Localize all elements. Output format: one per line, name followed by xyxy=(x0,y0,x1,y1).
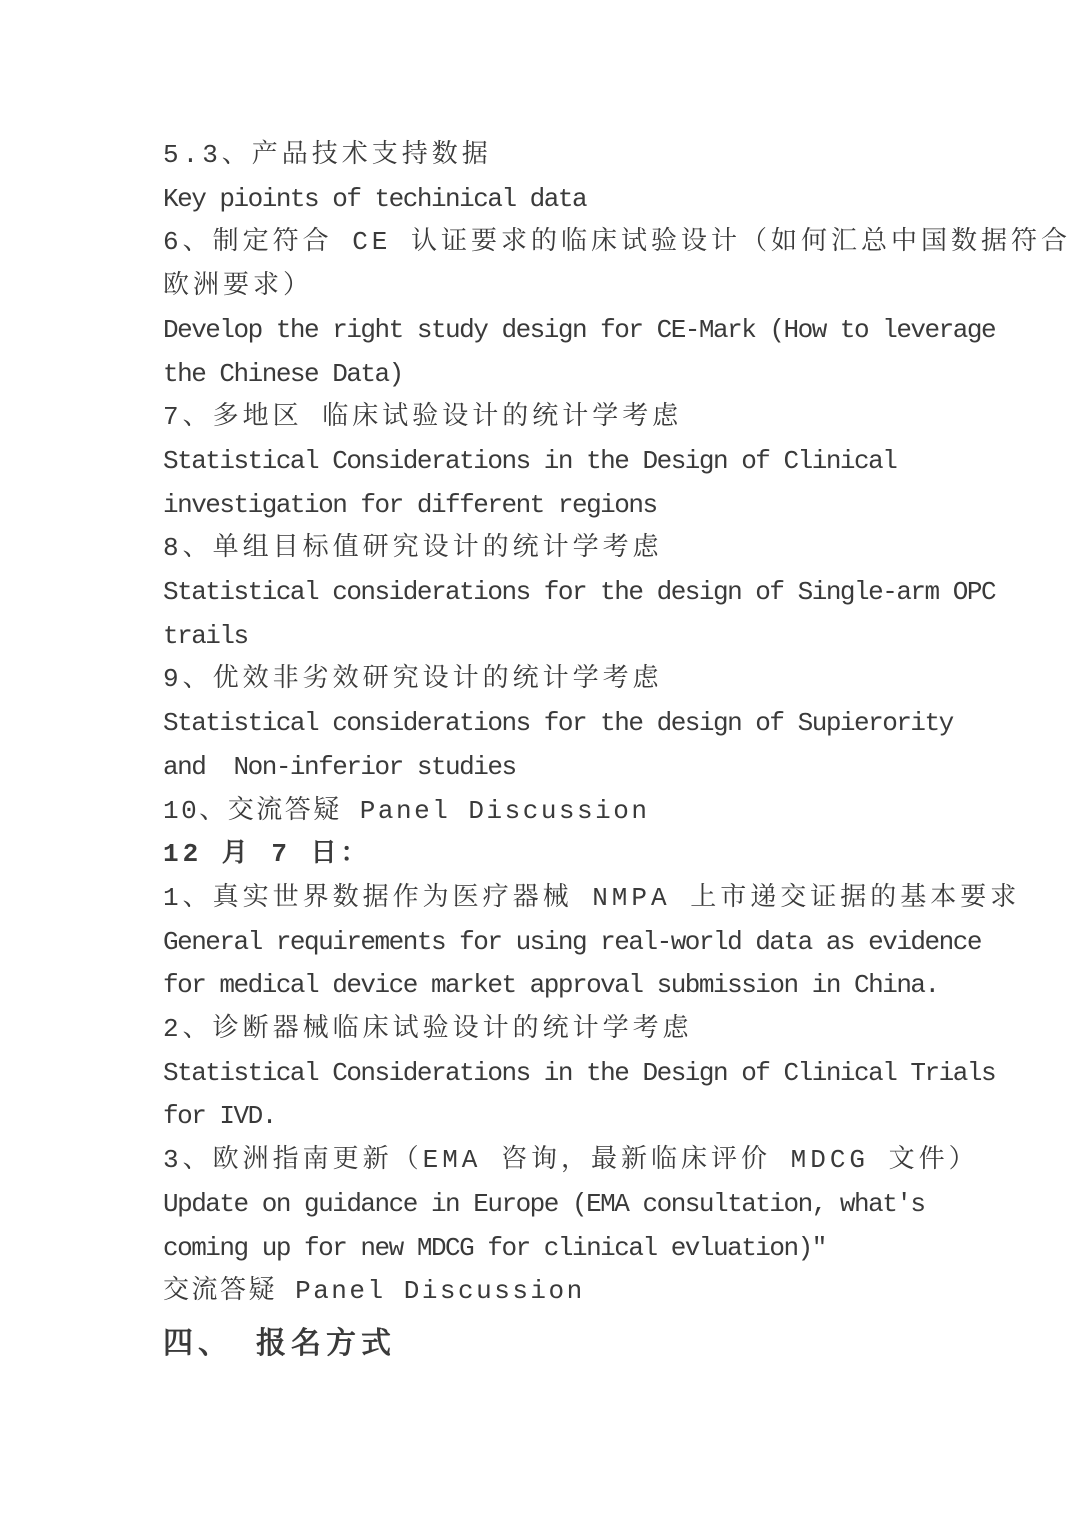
agenda-text-line: 交流答疑 Panel Discussion xyxy=(163,1276,585,1307)
agenda-text-line: for medical device market approval submission in China. xyxy=(163,970,939,1001)
agenda-text-line: 1、真实世界数据作为医疗器械 NMPA 上市递交证据的基本要求 xyxy=(163,882,1021,913)
agenda-text-line: 6、制定符合 CE 认证要求的临床试验设计（如何汇总中国数据符合 xyxy=(163,227,1072,258)
section-heading: 四、 报名方式 xyxy=(163,1328,397,1363)
agenda-text-line: coming up for new MDCG for clinical evluation)" xyxy=(163,1232,826,1263)
agenda-text-line: for IVD. xyxy=(163,1101,276,1132)
agenda-text-line: General requirements for using real-world data as evidence xyxy=(163,926,981,957)
agenda-text-line: 12 月 7 日： xyxy=(163,839,371,870)
agenda-text-line: 欧洲要求） xyxy=(163,271,314,302)
agenda-text-line: investigation for different regions xyxy=(163,489,657,520)
agenda-text-line: 10、交流答疑 Panel Discussion xyxy=(163,795,650,826)
agenda-text-line: 2、诊断器械临床试验设计的统计学考虑 xyxy=(163,1014,693,1045)
agenda-text-line: Statistical Considerations in the Design of Clinical Trials xyxy=(163,1057,996,1088)
agenda-text-line: 5.3、产品技术支持数据 xyxy=(163,140,492,170)
agenda-text-line: Develop the right study design for CE-Mark (How to leverage xyxy=(163,314,996,345)
agenda-text-line: 8、单组目标值研究设计的统计学考虑 xyxy=(163,533,663,564)
agenda-text-line: the Chinese Data) xyxy=(163,358,403,389)
agenda-text-line: Statistical considerations for the design of Supierority xyxy=(163,708,953,739)
agenda-text-line: and Non-inferior studies xyxy=(163,751,516,782)
agenda-text-line: 7、多地区 临床试验设计的统计学考虑 xyxy=(163,402,683,433)
agenda-text-line: Key pioints of techinical data xyxy=(163,183,587,214)
agenda-text-line: Statistical considerations for the design of Single-arm OPC xyxy=(163,577,996,608)
agenda-text-line: Update on guidance in Europe (EMA consultation, what's xyxy=(163,1188,925,1219)
agenda-text-line: trails xyxy=(163,620,248,651)
agenda-text-line: 3、欧洲指南更新（EMA 咨询，最新临床评价 MDCG 文件） xyxy=(163,1145,979,1176)
agenda-text-line: 9、优效非劣效研究设计的统计学考虑 xyxy=(163,664,663,695)
agenda-text-line: Statistical Considerations in the Design of Clinical xyxy=(163,445,897,476)
